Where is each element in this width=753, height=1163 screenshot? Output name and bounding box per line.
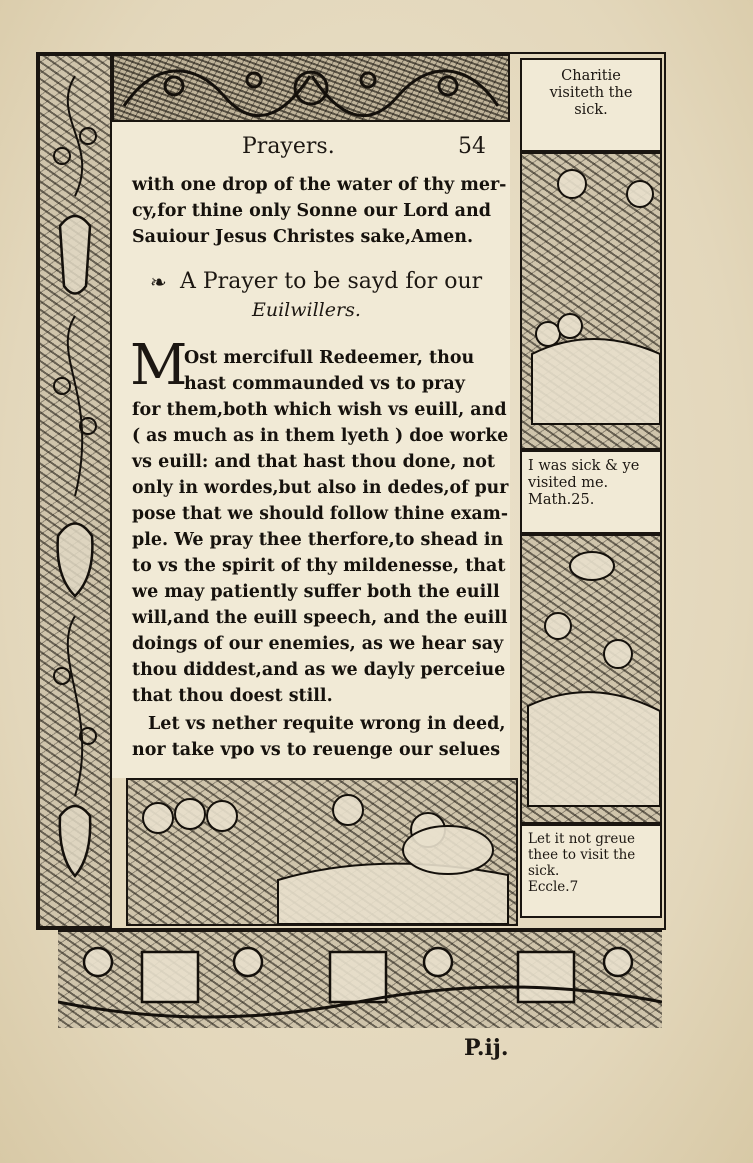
running-head: Prayers. [242,134,335,159]
right-woodcut-sickbed-1 [520,152,662,450]
right-woodcut-2-figures [522,536,660,822]
prayer-title: A Prayer to be sayd for our [180,269,483,294]
bottom-frieze-roses [58,932,662,1030]
drop-cap: M [130,333,188,398]
signature-mark: P.ij. [464,1035,509,1061]
left-vase-ornaments [40,56,110,926]
caption-box-bottom [520,824,662,918]
opening-line-1: with one drop of the water of thy mer- [132,175,507,195]
body-line-9: to vs the spirit of thy mildenesse, that [132,556,506,576]
body-line-3: for them,both which wish vs euill, and [132,400,507,420]
caption-top-text: Charitie visiteth the sick. [549,68,633,118]
prayer-title-subject: Euilwillers. [252,299,361,321]
body-line-5: vs euill: and that hast thou done, not [132,452,495,472]
folio-number: 54 [458,134,486,159]
body-line-2: hast commaunded vs to pray [184,374,465,394]
opening-line-3: Sauiour Jesus Christes sake,Amen. [132,227,474,247]
sickbed-figures [128,780,516,924]
bottom-ornament-frieze [58,930,662,1028]
body-line-14: that thou doest still. [132,686,333,706]
body-line-11: will,and the euill speech, and the euill [132,608,508,628]
caption-box-middle [520,450,662,534]
caption-box-top [520,58,662,152]
body-line-16: nor take vpo vs to reuenge our selues [132,740,501,760]
body-line-4: ( as much as in them lyeth ) doe worke [132,426,509,446]
caption-bottom-text: Let it not greue thee to visit the sick. Eccle.7 [528,831,636,895]
right-woodcut-1-figures [522,154,660,448]
opening-line-2: cy,for thine only Sonne our Lord and [132,201,491,221]
left-ornament-column [38,54,112,928]
caption-middle-text: I was sick & ye visited me. Math.25. [528,458,640,508]
right-woodcut-sickbed-2 [520,534,662,824]
body-line-15: Let vs nether requite wrong in deed, [148,714,506,734]
body-line-10: we may patiently suffer both the euill [132,582,500,602]
prayer-title-fleuron: ❧ [150,270,167,294]
top-ornament-band [112,54,510,122]
body-line-8: ple. We pray thee therfore,to shead in [132,530,504,550]
body-line-6: only in wordes,but also in dedes,of pur [132,478,509,498]
sickbed-woodcut-scene [126,778,518,926]
top-ornament-figures [114,56,508,120]
body-line-13: thou diddest,and as we dayly perceiue [132,660,506,680]
body-line-7: pose that we should follow thine exam- [132,504,508,524]
body-line-12: doings of our enemies, as we hear say [132,634,504,654]
body-line-1: Ost mercifull Redeemer, thou [184,348,475,368]
